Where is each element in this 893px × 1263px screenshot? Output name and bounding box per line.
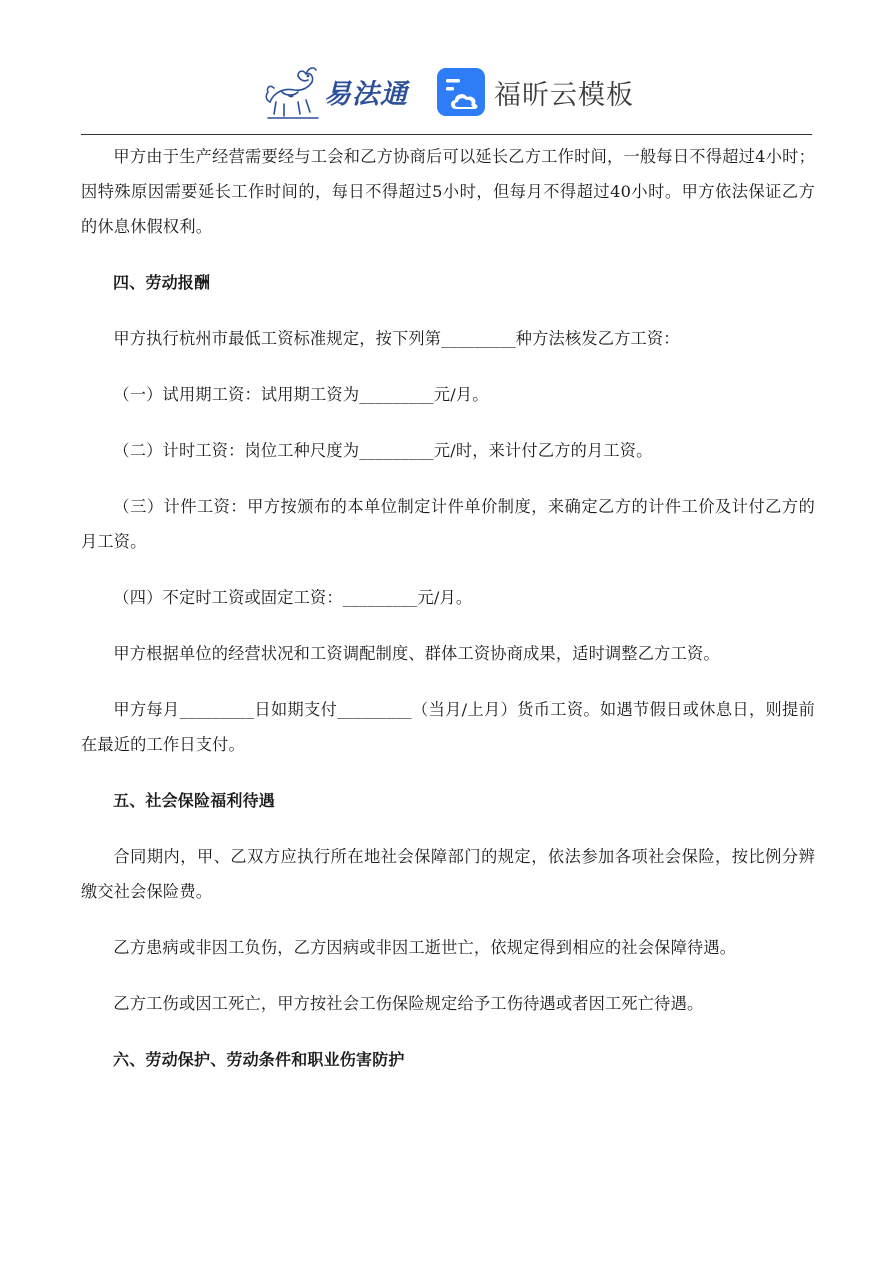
yifatong-logo (262, 62, 412, 120)
page-header (0, 56, 893, 126)
yifatong-logo-text: 易法通 (324, 78, 408, 110)
section-heading-labor-protection: 六、劳动保护、劳动条件和职业伤害防护 (113, 1050, 405, 1069)
paragraph-hourly-wage: （二）计时工资：岗位工种尺度为_________元/时，来计付乙方的月工资。 (113, 441, 653, 460)
paragraph-fixed-wage: （四）不定时工资或固定工资：_________元/月。 (113, 588, 473, 607)
paragraph-overtime: 甲方由于生产经营需要经与工会和乙方协商后可以延长乙方工作时间，一般每日不得超过4小时；因特殊原因需要延长工作时间的，每日不得超过5小时，但每月不得超过40小时。甲方依法保证乙方的休息休假权利。 (81, 147, 815, 236)
document-body (81, 139, 815, 1077)
fuxin-logo-text: 福昕云模板 (494, 79, 634, 111)
paragraph-work-injury: 乙方工伤或因工死亡，甲方按社会工伤保险规定给予工伤待遇或者因工死亡待遇。 (113, 994, 704, 1013)
header-divider (81, 134, 812, 135)
paragraph-insurance-participation: 合同期内，甲、乙双方应执行所在地社会保障部门的规定，依法参加各项社会保险，按比例分辨缴交社会保险费。 (81, 847, 815, 901)
qilin-emblem-icon (262, 62, 324, 120)
section-heading-social-insurance: 五、社会保险福利待遇 (113, 791, 276, 810)
paragraph-wage-method: 甲方执行杭州市最低工资标准规定，按下列第_________种方法核发乙方工资： (113, 329, 680, 348)
paragraph-illness-benefits: 乙方患病或非因工负伤，乙方因病或非因工逝世亡，依规定得到相应的社会保障待遇。 (113, 938, 737, 957)
paragraph-pay-date: 甲方每月_________日如期支付_________（当月/上月）货币工资。如遇节假日或休息日，则提前在最近的工作日支付。 (81, 700, 815, 754)
cloud-document-icon (436, 67, 486, 117)
fuxin-cloud-template-logo (436, 66, 634, 118)
section-heading-remuneration: 四、劳动报酬 (113, 273, 211, 292)
paragraph-wage-adjustment: 甲方根据单位的经营状况和工资调配制度、群体工资协商成果，适时调整乙方工资。 (113, 644, 720, 663)
paragraph-probation-wage: （一）试用期工资：试用期工资为_________元/月。 (113, 385, 489, 404)
paragraph-piece-wage: （三）计件工资：甲方按颁布的本单位制定计件单价制度，来确定乙方的计件工价及计付乙方的月工资。 (81, 497, 815, 551)
